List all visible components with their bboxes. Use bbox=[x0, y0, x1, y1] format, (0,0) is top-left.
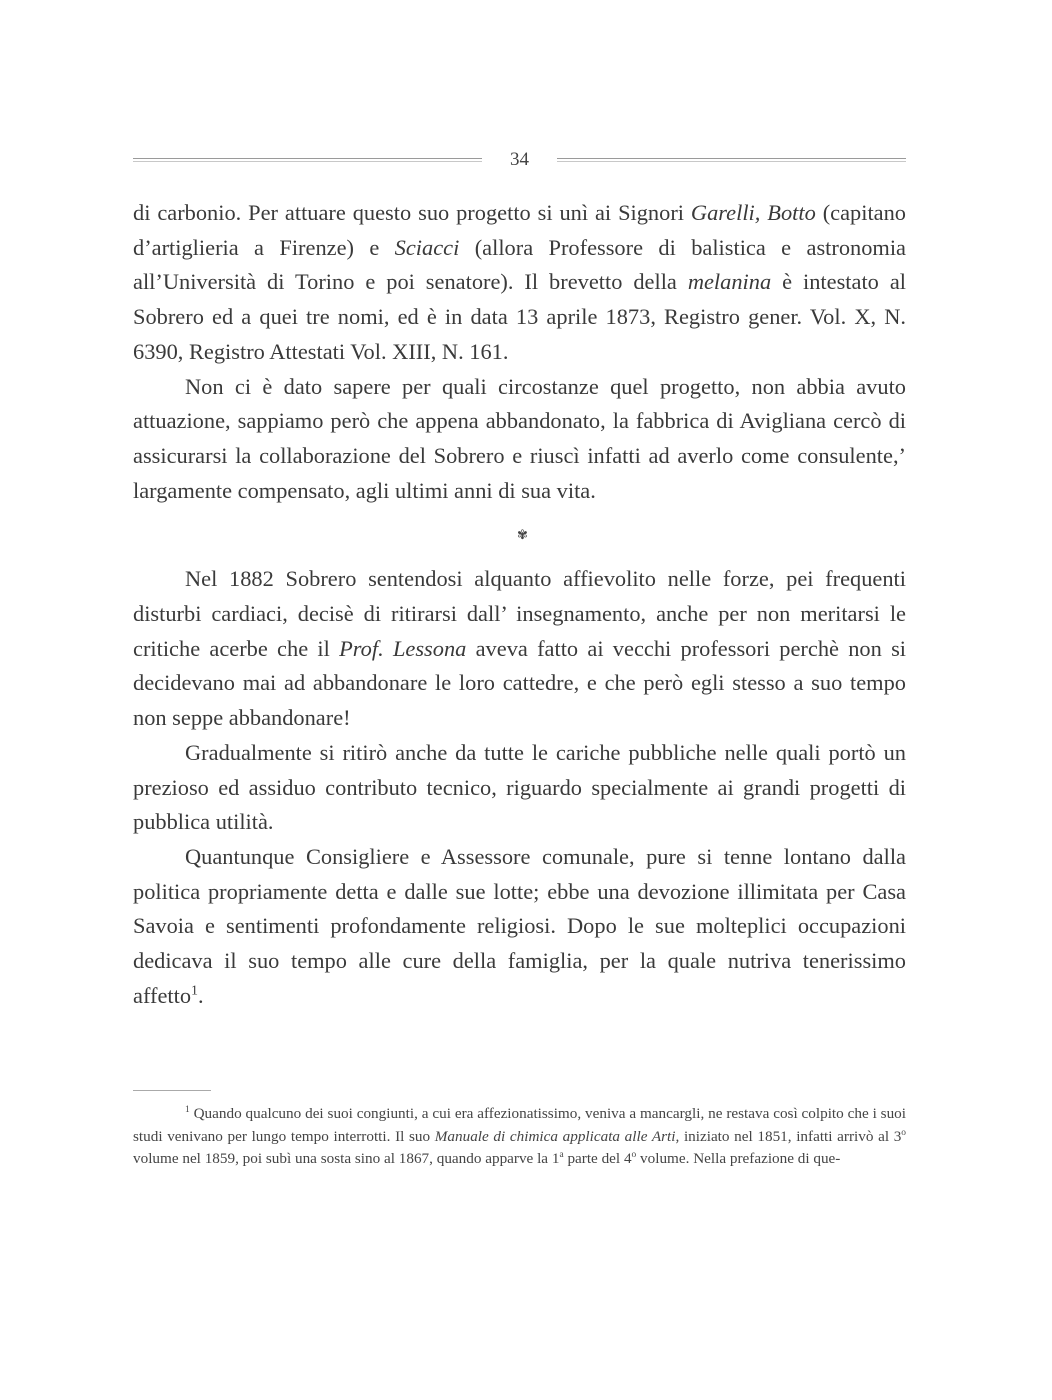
header-rule-right bbox=[557, 158, 906, 162]
header-rule-left bbox=[133, 158, 482, 162]
paragraph-2: Non ci è dato sapere per quali circostanze quel progetto, non abbia avuto attuazione, sappiamo però che appena abbandonato, la fabbrica di Avigliana cercò di assicurarsi la collaborazione del Sobrero e riuscì infatti ad averlo come consulente,’ largamente compensato, agli ultimi anni di sua vita. bbox=[133, 373, 906, 503]
footnote-marker: 1 bbox=[185, 1104, 190, 1115]
term-melanina: melanina bbox=[687, 269, 772, 295]
text-run: Nel 1882 Sobrero sentendosi alquanto affievolito nelle forze, pei frequenti disturbi cardiaci, decisè di ritirarsi dall’ insegnamento, anche per non meritarsi le critiche acerbe che il bbox=[133, 566, 906, 661]
page-header bbox=[133, 148, 906, 172]
page-number: 34 bbox=[510, 149, 529, 170]
paragraph-1 bbox=[133, 196, 906, 370]
text-run: volume. Nella prefazione di que- bbox=[636, 1150, 841, 1167]
footnote-rule bbox=[133, 1090, 211, 1091]
ordinal-suffix: a bbox=[559, 1149, 564, 1160]
text-run: (allora Professore di balistica e astronomia all’Università di Torino e poi senatore). Il brevetto della bbox=[133, 234, 906, 295]
text-run: di carbonio. Per attuare questo suo progetto si unì ai Signori bbox=[133, 200, 691, 225]
ordinal-suffix: o bbox=[631, 1149, 637, 1160]
name-prof-lessona: Prof. Lessona bbox=[339, 635, 467, 661]
ordinal-suffix: o bbox=[901, 1127, 906, 1138]
name-garelli-botto: Garelli, Botto bbox=[690, 200, 816, 225]
text-run: parte del 4 bbox=[563, 1150, 632, 1167]
paragraph-4: Gradualmente si ritirò anche da tutte le cariche pubbliche nelle quali portò un prezioso ed assiduo contributo tecnico, riguardo specialmente ai grandi progetti di pubblica utilità. bbox=[133, 739, 906, 835]
name-sciacci: Sciacci bbox=[394, 234, 460, 260]
text-run: Quantunque Consigliere e Assessore comunale, pure si tenne lontano dalla politica propriamente detta e dalle sue lotte; ebbe una devozione illimitata per Casa Savoia e sentimenti profondamente religiosi. Dopo le sue molteplici occupazioni dedicava il suo tempo alle cure della famiglia, per la quale nutriva tenerissimo affetto bbox=[133, 843, 906, 1008]
text-run: Quando qualcuno dei suoi congiunti, a cui era affezionatissimo, veniva a mancargli, ne restava così colpito che i suoi studi venivano per lungo tempo interrotti. Il suo bbox=[133, 1105, 906, 1145]
text-run: iniziato nel 1851, infatti arrivò al 3 bbox=[679, 1127, 902, 1145]
body-text bbox=[133, 196, 906, 1013]
footnote-1 bbox=[133, 1103, 906, 1171]
text-run: aveva fatto ai vecchi professori perchè non si decidevano mai ad abbandonare le loro cattedre, e che però egli stesso a suo tempo non seppe abbandonare! bbox=[133, 635, 907, 731]
paragraph-3 bbox=[133, 562, 906, 736]
text-run: è intestato al Sobrero ed a quei tre nomi, ed è in data 13 aprile 1873, Registro gener. Vol. X, N. 6390, Registro Attestati Vol. XIII, N. 161. bbox=[133, 269, 906, 364]
section-ornament: ✾ bbox=[517, 527, 528, 543]
book-title: Manuale di chimica applicata alle Arti, bbox=[434, 1127, 680, 1145]
footnote-reference[interactable]: 1 bbox=[191, 983, 198, 999]
text-run: . bbox=[197, 982, 204, 1008]
text-run: (capitano d’artiglieria a Firenze) e bbox=[133, 200, 907, 260]
text-run: volume nel 1859, poi subì una sosta sino al 1867, quando apparve la 1 bbox=[133, 1150, 560, 1167]
paragraph-5 bbox=[133, 840, 906, 1014]
